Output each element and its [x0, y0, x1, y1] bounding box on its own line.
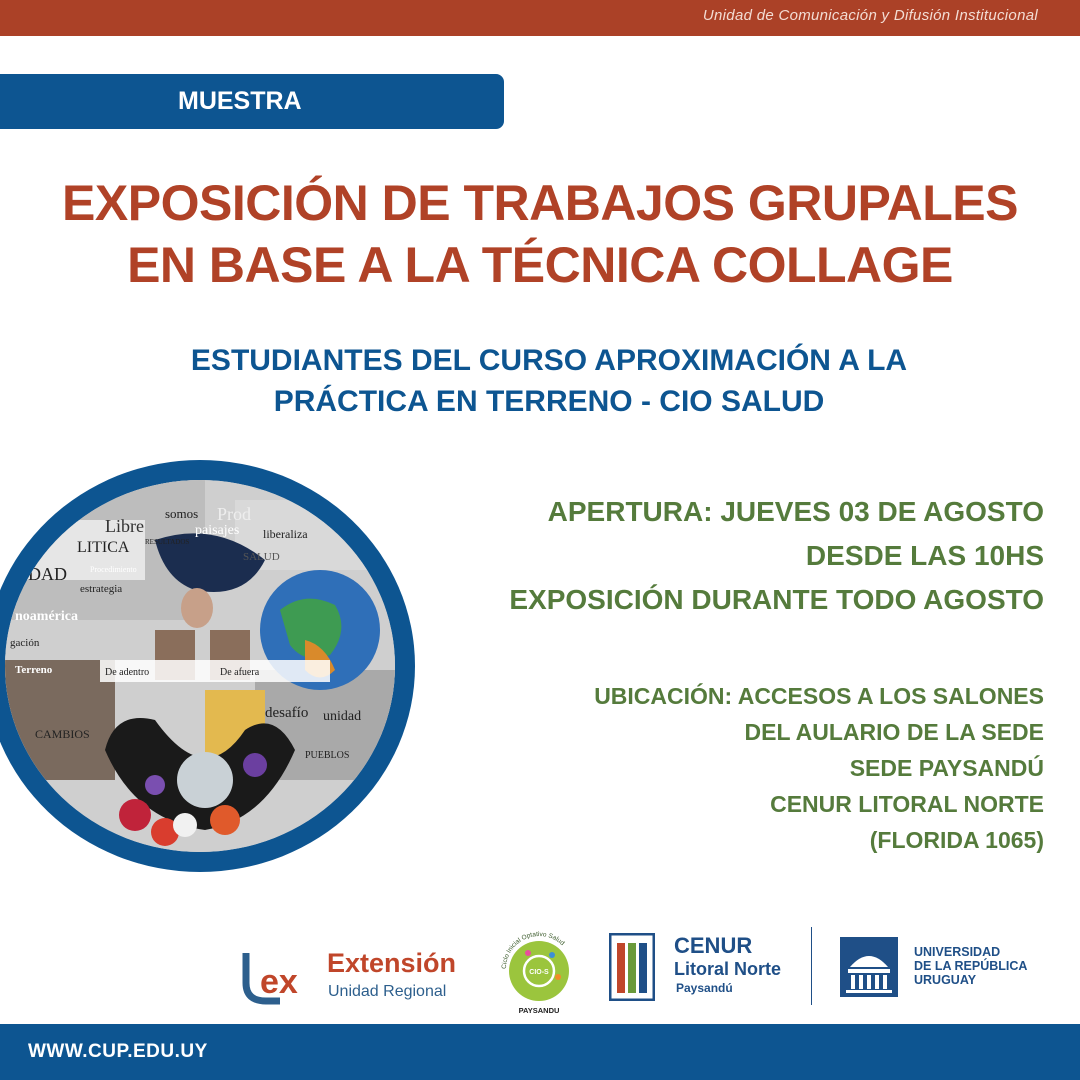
collage-word: RESULTADOS — [145, 538, 190, 546]
collage-word: somos — [165, 506, 199, 521]
collage-frame — [0, 460, 415, 872]
cenur-mark-icon — [609, 933, 655, 1001]
extension-mark-icon — [240, 945, 330, 1005]
collage-word: De afuera — [220, 667, 260, 678]
title-line-2: EN BASE A LA TÉCNICA COLLAGE — [127, 237, 953, 293]
cenur-name: CENUR — [674, 933, 753, 958]
cio-salud-emblem-icon — [494, 923, 584, 1015]
collage-word: estrategia — [80, 583, 123, 595]
extension-mark-text: ex — [260, 963, 298, 1001]
collage-word: Prod — [217, 504, 252, 524]
location-line-2: DEL AULARIO DE LA SEDE — [744, 719, 1044, 745]
title-line-1: EXPOSICIÓN DE TRABAJOS GRUPALES — [62, 175, 1018, 231]
opening-date: APERTURA: JUEVES 03 DE AGOSTO — [547, 496, 1044, 527]
collage-word: Procedimiento — [90, 565, 137, 574]
cio-arc-text: Ciclo Inicial Optativo Salud — [500, 930, 566, 970]
partner-logos — [0, 915, 1080, 1015]
exhibition-duration: EXPOSICIÓN DURANTE TODO AGOSTO — [509, 584, 1044, 615]
category-label: MUESTRA — [178, 87, 302, 115]
event-subtitle — [0, 340, 1080, 422]
collage-word: desafío — [265, 705, 309, 721]
collage-word: gación — [10, 637, 40, 649]
collage-word: liberaliza — [263, 527, 308, 541]
subtitle-line-1: ESTUDIANTES DEL CURSO APROXIMACIÓN A LA — [190, 344, 908, 377]
logo-divider — [811, 927, 812, 1005]
cio-center-text: CIO-S — [529, 969, 549, 976]
website-link[interactable]: WWW.CUP.EDU.UY — [28, 1041, 208, 1062]
extension-subtitle: Unidad Regional — [328, 983, 447, 1000]
event-title — [0, 172, 1080, 296]
collage-image — [5, 480, 395, 852]
location-info — [594, 678, 1044, 858]
university-building-icon — [840, 937, 898, 997]
location-line-1: UBICACIÓN: ACCESOS A LOS SALONES — [594, 683, 1044, 709]
collage-word: noamérica — [15, 609, 78, 624]
location-address: (FLORIDA 1065) — [869, 827, 1044, 853]
udelar-line-3: URUGUAY — [914, 973, 977, 987]
category-tag — [0, 74, 504, 129]
collage-word: SALUD — [243, 551, 280, 563]
institution-label: Unidad de Comunicación y Difusión Institucional — [702, 7, 1038, 24]
location-line-3: SEDE PAYSANDÚ — [849, 755, 1044, 781]
cenur-city: Paysandú — [676, 981, 733, 995]
collage-artwork — [5, 480, 395, 852]
footer-bar — [0, 1024, 1080, 1080]
cio-bottom-text: PAYSANDU — [518, 1006, 560, 1015]
collage-word: unidad — [323, 709, 362, 724]
cenur-region: Litoral Norte — [674, 959, 782, 979]
collage-word: De adentro — [105, 667, 150, 678]
udelar-name — [914, 945, 1027, 987]
collage-word: LITICA — [77, 539, 130, 556]
collage-word: Terreno — [15, 664, 53, 676]
location-line-4: CENUR LITORAL NORTE — [770, 791, 1044, 817]
collage-word: EDAD — [17, 564, 67, 584]
udelar-line-1: UNIVERSIDAD — [914, 945, 1001, 959]
opening-info — [509, 490, 1044, 622]
collage-word: Libre — [105, 516, 144, 536]
collage-word: CAMBIOS — [35, 727, 90, 741]
collage-word: PUEBLOS — [305, 750, 350, 761]
subtitle-line-2: PRÁCTICA EN TERRENO - CIO SALUD — [273, 385, 825, 418]
collage-word: paisajes — [195, 523, 240, 538]
top-bar — [0, 0, 1080, 36]
udelar-line-2: DE LA REPÚBLICA — [914, 959, 1028, 973]
opening-time: DESDE LAS 10HS — [805, 540, 1044, 571]
extension-title: Extensión — [327, 948, 457, 978]
